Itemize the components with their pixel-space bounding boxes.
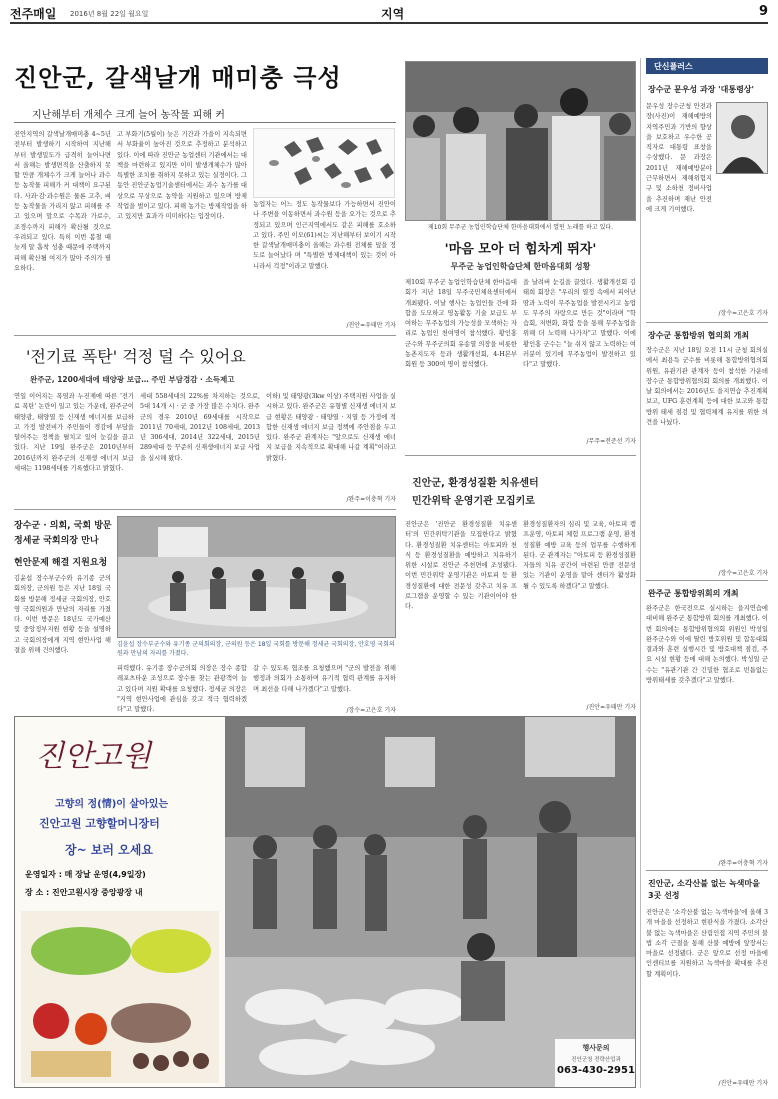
column-item4-text: 진안군은 '소각산불 없는 녹색마을'에 올해 3개 마을을 선정하고 현판식을 가졌다. 소각산불 없는 녹색마을은 산림인접 지역 주민의 불법 소각 근절을 통해 산불 예방에 앞장서는 마을로 선정됐다. 군은 앞으로 선정 마을에 인센티브를 지원하고 녹색마을 확대를 추진할 계획이다. xyxy=(646,909,768,978)
event-body-col1: 제10회 무주군 농업인학습단체 한마음대회가 지난 18일 무주국민체육센터에서 개최됐다. 이날 행사는 농업인들 간에 화합을 도모하고 영농활동 기술 보급도 부여하는 무주농업의 가능성을 모색하는 자리로 농업인 천여명이 참석했다. 황인홍 군수와 무주군의회 유송열 의장을 비롯한 농촌지도자 등과 생활개선회, 4-H본부 회원 등 300여 명이 참석했다. xyxy=(405,279,517,369)
meeting-room-photo xyxy=(118,517,396,638)
elec-body-col1: 연일 이어지는 폭염과 누진제에 따른 '전기료 폭탄' 논란이 일고 있는 가운데, 완주군이 태양광, 태양열 등 신재생 에너지를 보급하고 가정 발전비가 주민들이 경감에 부담을 덜어주는 정책을 펼치고 있어 눈길을 끌고 있다. 지난 19일 완주군은 2010년부터 2016년까지 완주군의 신재생 에너지 보급세대는 1198세대를 기록했다고 밝혔다. xyxy=(14,393,134,473)
column-item1-portrait xyxy=(716,102,768,174)
elec-title: '전기료 폭탄' 걱정 덜 수 있어요 xyxy=(26,347,246,366)
lead-body-col3: 농업자는 어느 정도 농작물보다 가능하면서 진안이나 주변을 이동하면서 과수원 등을 오가는 것으로 추정되고 있으며 인근지역에서도 같은 피해를 호소하고 있다. 주민 이모(61)씨는 지난해부터 보이기 시작한 갈색날개매미충이 올해는 과수원 전체를 덮을 정도로 늘어났다 며 "특별한 방제대책이 있는 것이 아니라서 걱정"이라고 말했다. xyxy=(253,201,396,270)
event-byline: /무주=전준선 기자 xyxy=(586,438,636,445)
env-title1: 진안군, 환경성질환 치유센터 xyxy=(412,478,539,489)
lead-subtitle-rule xyxy=(14,122,396,123)
lead-body-col2: 고 부화기(5월이) 늦은 기간과 가을이 지속되면서 부화율이 높아진 것으로 추정하고 분석하고 있다. 이에 따라 진안군 농업센터 기관에서는 대책을 마련하고 있지만 이미 발생개체수가 많아 특별한 조치를 취하지 못하고 있는 실정이다. 그동안 진안군농업기술센터에서는 과수 농가를 대상으로 무상으로 농약을 지원하고 있으며 방제작업을 벌이고 있다. 피해 농가는 방제작업을 하고 있지만 효과가 미미하다는 입장이다. xyxy=(117,131,247,221)
elec-top-rule xyxy=(14,335,396,336)
lead-photo-insects xyxy=(253,128,395,198)
column-sep3 xyxy=(646,870,768,871)
column-item3-title: 완주군 통합방위회의 개최 xyxy=(648,589,739,598)
singers-photo xyxy=(406,62,636,221)
elec-subtitle: 완주군, 1200세대에 태양광 보급… 주민 부담경감 · 소득제고 xyxy=(30,375,235,384)
ad-line5: 장 소 : 진안고원시장 중앙광장 내 xyxy=(25,888,143,897)
event-subtitle: 무주군 농업인학습단체 한마음대회 성황 xyxy=(450,262,591,271)
column-item2-byline: /장수=고은호 기자 xyxy=(718,570,768,577)
env-title2: 민간위탁 운영기관 모집키로 xyxy=(412,496,535,507)
market-crowd-photo xyxy=(225,717,636,1088)
meeting-byline: /장수=고은호 기자 xyxy=(346,707,396,714)
lead-title: 진안군, 갈색날개 매미충 극성 xyxy=(14,63,342,92)
ad-sponsor-label: 행사문의 xyxy=(582,1044,610,1052)
ad-produce-illustration xyxy=(21,911,219,1083)
elec-byline: /완주=이충혁 기자 xyxy=(346,496,396,503)
ad-line2: 진안고원 고향할머니장터 xyxy=(39,817,160,830)
column-item2-title: 장수군 통합방위 협의회 개최 xyxy=(648,331,750,340)
column-item4-title: 진안군, 소각산불 없는 녹색마을 3곳 선정 xyxy=(648,879,760,900)
lead-byline: /진안=우태만 기자 xyxy=(346,322,396,329)
lead-subtitle: 지난해부터 개체수 크게 늘어 농작물 피해 커 xyxy=(32,110,225,121)
ad-line1: 고향의 정(情)이 살아있는 xyxy=(55,799,169,810)
column-header-label: 단신플러스 xyxy=(654,62,693,71)
event-body-col2: 을 날려버 눈길을 끌었다. 생활개선회 김태희 회장은 "우리의 열정 속에서 피어난 땀과 노력이 무주농업을 발전시키고 농업도 무주의 자랑으로 만든 것"이라며 "학습회, 저변화, 화합 등을 통해 무주농업을 위해 더 노력해 나가자"고 말했다. 이에 황인홍 군수는 "늘 쉬지 않고 노력하는 여러분이 있기에 무주농업이 발전하고 있다"고 말했다. xyxy=(523,279,636,369)
event-photo xyxy=(405,61,636,221)
env-body-col2: 환경성질환자의 심리 및 교육, 아토피 캠프운영, 아토피 체험 프로그램 운영, 환경성질환 예방 교육 등의 업무를 수행하게 된다. 군 관계자는 "아토피 등 환경성질환자들의 치유 공간이 마련된 만큼 전문성 있는 기관이 운영을 맡아 센터가 활성화될 수 있도록 하겠다"고 말했다. xyxy=(523,521,636,590)
column-item4-byline: /진안=우태만 기자 xyxy=(718,1080,768,1087)
lead-body-col1: 진안지역의 갈색날개매미충 4~5년 전부터 발생하기 시작하여 지난해부터 발생밀도가 급격히 늘어나면서 올해는 발생면적을 산출하지 못할 만큼 개체수가 크게 늘어나 과수 등 농작물 피해가 커 대책이 요구된다. 사과·감·과수원은 물론 고추, 벼 등 농작물을 가리지 않고 피해를 주고 있으며 앞으로 수목과 가로수, 조경수까지 피해가 확산될 것으로 우려되고 있다. 특히 이번 봄철 때 늦게 알 흡착 성충 때문에 주택까지 피해 확산될 여지가 많아 주의가 필요하다. xyxy=(14,131,111,272)
meeting-subtitle1: 정세균 국회의장 만나 xyxy=(14,536,99,546)
column-sep2 xyxy=(646,580,768,581)
event-title: '마음 모아 더 힘차게 뛰자' xyxy=(444,242,597,257)
meeting-photo xyxy=(117,516,396,638)
meeting-subtitle2: 현안문제 해결 지원요청 xyxy=(14,558,108,568)
right-column-divider xyxy=(640,58,641,1088)
elec-body-col2: 세대 558세대의 22%를 차지하는 것으로, 5대 14개 시 · 군 중 가장 많은 수치다. 완주군의 경우 2010년 69세대를 시작으로 2011년 70세대, 2012년 108세대, 2013년 306세대, 2014년 322세대, 2015년 289세대 등 꾸준히 신재생에너지 보급 사업을 실시해 왔다. xyxy=(140,393,260,462)
meeting-title: 장수군 · 의회, 국회 방문 xyxy=(14,521,112,531)
portrait-photo xyxy=(717,103,768,174)
meeting-body-col1: 김윤섭 장수부군수와 유기종 군의회의장, 군의원 등은 지난 18일 국회를 방문해 정세균 국회의장, 안호영 국회의원과 만남의 자리를 가졌다. 이번 방문은 18년도 국가예산 및 중앙정부지원 현황 등을 설명하고 국회의장에게 지역 현안사업 해결을 위해 건의했다. xyxy=(14,575,111,655)
ad-line3: 장~ 보러 오세요 xyxy=(65,843,153,857)
column-item1-byline: /장수=고은호 기자 xyxy=(718,310,768,317)
column-sep1 xyxy=(646,322,768,323)
column-item1-title: 장수군 문우성 과장 '대통령상' xyxy=(648,85,754,94)
issue-date: 2016년 8월 22일 월요일 xyxy=(70,10,149,18)
masthead xyxy=(10,3,768,23)
ad-line4: 운영일자 : 매 장날 운영(4,9일장) xyxy=(25,870,146,879)
ad-logo: 진안고원 xyxy=(35,739,151,774)
event-photo-caption: 제10회 무주군 농업인학습단체 한마음대회에서 열띤 노래를 하고 있다. xyxy=(427,224,614,231)
market-ad xyxy=(14,716,636,1088)
ad-sponsor-dept: 진안군청 전략산업과 xyxy=(571,1057,621,1063)
column-header xyxy=(646,58,768,74)
env-body-col1: 진안군은 '진안군 환경성질환 치유센터'의 민간위탁기관을 모집한다고 밝혔다. 환경성질환 치유센터는 아토피와 천식 등 환경성질환을 예방하고 치유하기 위한 시설로 진안군 주천면에 조성됐다. 이번 민간위탁 운영기관은 아토피 등 환경성질환에 대한 전문성 갖추고 치유 프로그램을 운영할 수 있는 기관이어야 한다. xyxy=(405,521,517,611)
column-item2-text: 장수군은 지난 18일 오전 11시 군청 회의실에서 최용득 군수를 비롯해 통합방위협의회 위원, 유관기관 관계자 등이 참석한 가운데 장수군 통합방위협의회 회의를 개최했다. 이날 회의에서는 2016년도 을지연습 추진계획 보고, UFG 훈련계획 등에 대한 보고와 통합방위 태세 점검 및 협력체계 유지를 위한 의견을 나눴다. xyxy=(646,347,768,427)
ad-market-photo xyxy=(225,717,636,1088)
ad-sponsor-box xyxy=(555,1039,636,1088)
section-label: 지역 xyxy=(381,7,405,21)
column-item1-text: 문우성 장수군청 안전과장(사진)이 재해예방의 지역주민과 기반의 향상을 보호하고 우수한 공직자로 대통령 표창을 수상했다. 문 과장은 2011년 재해예방분야 근무하면서 재해위험지구 및 소하천 정비사업을 추진하며 재난 안전에 크게 기여했다. xyxy=(646,103,712,213)
env-top-rule xyxy=(405,455,636,456)
elec-body-col3: 이하) 및 태양광(3kw 이상) 주택지원 사업을 실시하고 있다. 완주군은 유형별 신재생 에너지 보급 현황은 태양광 · 태양열 · 지열 등 가정에 적합한 신재생 에너지 보급 정책에 주안점을 두고 있다. 완주군 관계자는 "앞으로도 신재생 에너지 보급을 지속적으로 확대해 나갈 계획"이라고 밝혔다. xyxy=(266,393,396,462)
page-number: 9 xyxy=(758,4,768,19)
meeting-body-col3: 갈 수 있도록 협조를 요청했으며 "군의 발전을 위해 행정과 의회가 소통하며 유기적 협력 관계를 유지하며 최선을 다해 나가겠다"고 말했다. xyxy=(253,665,396,693)
meeting-body-col2: 피력했다. 유기종 장수군의회 의장은 장수 종합레포츠타운 조성으로 장수를 찾는 관광객이 늘고 있다며 지원 확대를 요청했다. 정세균 의장은 "지역 현안사업에 관심을 갖고 적극 협력하겠다"고 말했다. xyxy=(117,665,247,714)
ad-phone: 063-430-2951 xyxy=(557,1065,635,1076)
column-item3-text: 완주군은 한국전으로 실시하는 을지연습에 대비해 완주군 통합방위 회의를 개최했다. 이번 회의에는 통합방위협의회 위원인 박성일 완주군수와 이에 딸린 방호위원 및 합동대회 결과와 훈련 실행시간 및 방호대책 점검, 주요 시설 현황 등에 대해 논의했다. 박성일 군수는 "유관기관 간 긴밀한 협조로 빈틈없는 방위태세를 갖추겠다"고 말했다. xyxy=(646,605,768,685)
column-item3-byline: /완주=이충혁 기자 xyxy=(718,860,768,867)
env-byline: /진안=우태만 기자 xyxy=(586,704,636,711)
meeting-top-rule xyxy=(14,509,396,510)
meeting-photo-caption: 김윤섭 장수부군수와 유기종 군의회의장, 군의원 등은 18일 국회를 방문해 정세균 국회의장, 안호영 국회의원과 만남의 자리를 가졌다. xyxy=(117,641,395,657)
insect-illustration xyxy=(254,129,395,198)
masthead-rule xyxy=(10,22,768,24)
paper-name: 전주매일 xyxy=(10,7,57,21)
